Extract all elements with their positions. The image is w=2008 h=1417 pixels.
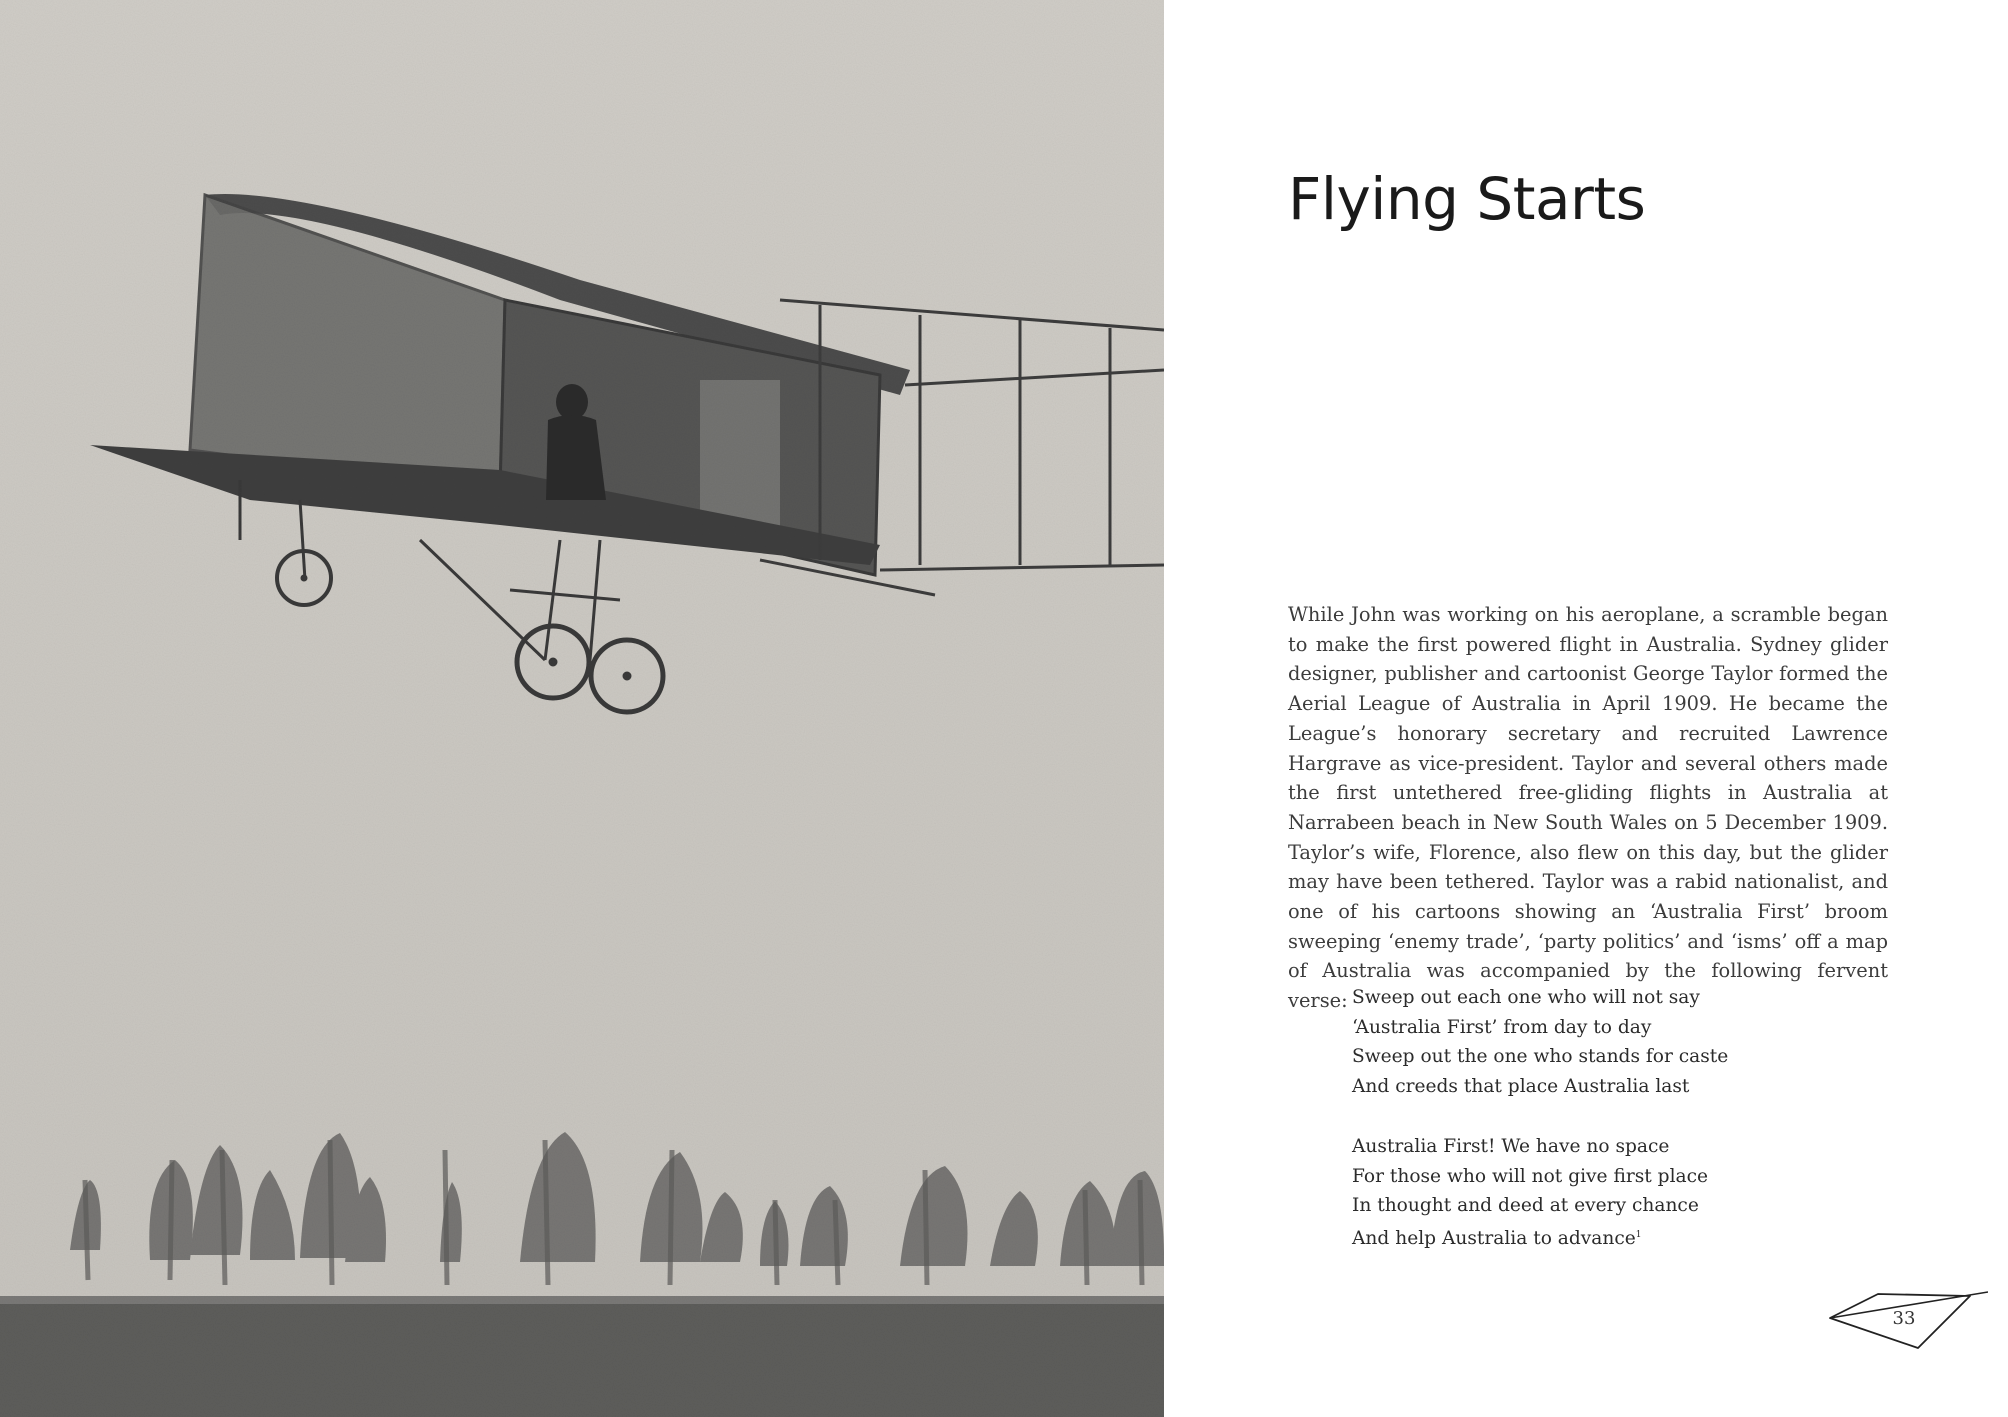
verse-line: ‘Australia First’ from day to day	[1352, 1016, 1652, 1038]
verse-line: Sweep out the one who stands for caste	[1352, 1046, 1729, 1068]
article-title: Flying Starts	[1288, 165, 1646, 233]
verse-line: And creeds that place Australia last	[1352, 1076, 1690, 1098]
verse-line: For those who will not give first place	[1352, 1165, 1709, 1187]
verse-line: In thought and deed at every chance	[1352, 1195, 1699, 1217]
text-page	[1164, 0, 2008, 1417]
footnote-marker: 1	[1635, 1230, 1642, 1241]
verse-line: Australia First! We have no space	[1352, 1136, 1670, 1157]
verse-line-text: And help Australia to advance	[1352, 1228, 1636, 1250]
page-number: 33	[1892, 1308, 1916, 1329]
ground	[0, 1300, 1164, 1417]
folio	[1828, 1290, 1988, 1350]
verse-line	[1352, 1221, 1872, 1254]
verse-line: Sweep out each one who will not say	[1352, 987, 1700, 1008]
verse-stanza-2	[1352, 1132, 1872, 1254]
article-body: While John was working on his aeroplane, a scramble began to make the first powered flight in Australia. Sydney glider designer, publisher and cartoonist George Taylor formed the Aerial League of Australia in April 1909. He became the League’s honorary secretary and recruited Lawrence Hargrave as vice-president. Taylor and several others made the first untethered free-gliding flights in Australia at Narrabeen beach in New South Wales on 5 December 1909. Taylor’s wife, Florence, also flew on this day, but the glider may have been tethered. Taylor was a rabid nationalist, and one of his cartoons showing an ‘Australia First’ broom sweeping ‘enemy trade’, ‘party politics’ and ‘isms’ off a map of Australia was accompanied by the following fervent verse:	[1288, 603, 1888, 1013]
verse-stanza-1	[1352, 983, 1872, 1102]
